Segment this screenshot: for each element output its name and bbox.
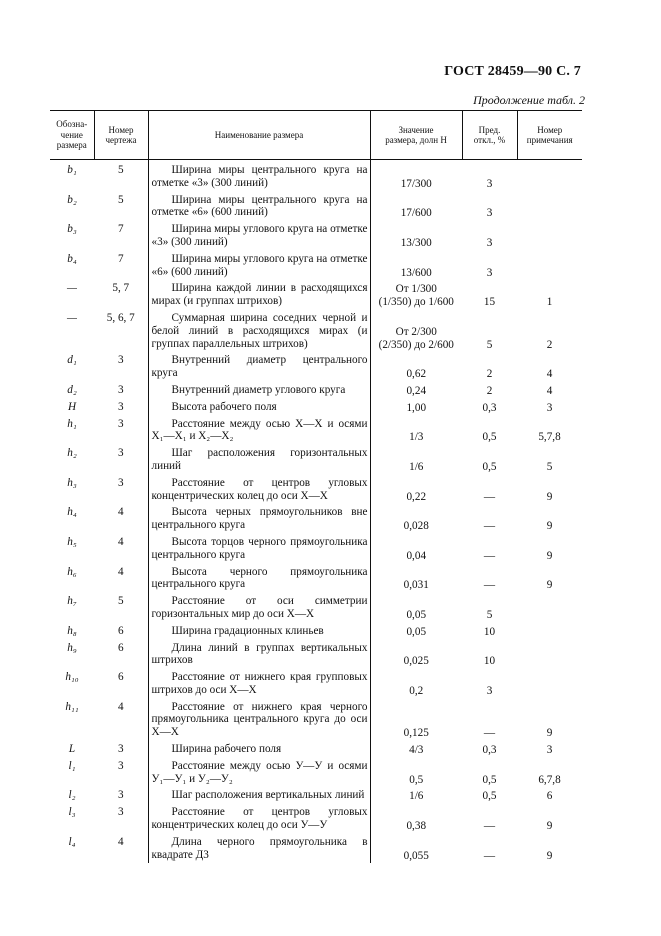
- drawing-cell: 3: [117, 400, 124, 413]
- name-cell: Высота черного прямоугольника центрального круга: [148, 564, 370, 594]
- table-row: [50, 399, 582, 416]
- symbol-cell: l₄: [68, 835, 76, 848]
- note-cell: [517, 221, 582, 251]
- column-header-name: Наименование размера: [148, 111, 370, 160]
- value-cell: 13/600: [400, 266, 432, 279]
- value-cell: 4/3: [409, 744, 424, 757]
- note-cell: [517, 251, 582, 281]
- table-row: [50, 416, 582, 446]
- name-cell: Ширина миры центрального круга на отметке «6» (600 линий): [148, 192, 370, 222]
- table-row: [50, 699, 582, 741]
- table-row: [50, 445, 582, 475]
- symbol-cell: b₂: [67, 193, 77, 206]
- drawing-cell: 3: [117, 417, 124, 430]
- value-cell: 0,025: [403, 655, 429, 668]
- drawing-cell: 3: [117, 354, 124, 367]
- table-body: [50, 160, 582, 864]
- table-row: [50, 382, 582, 399]
- name-cell: Ширина миры центрального круга на отметке «3» (300 линий): [148, 160, 370, 192]
- deviation-cell: 10: [483, 625, 496, 638]
- drawing-cell: 4: [117, 535, 124, 548]
- note-cell: [517, 640, 582, 670]
- note-cell: 6: [546, 790, 553, 803]
- drawing-cell: 5, 6, 7: [106, 311, 135, 324]
- value-cell: 0,04: [406, 549, 427, 562]
- value-cell: 0,05: [406, 608, 427, 621]
- name-cell: Высота рабочего поля: [148, 399, 370, 416]
- name-cell: Расстояние от центров угловых концентрических колец до оси У—У: [148, 804, 370, 834]
- value-cell: 0,055: [403, 849, 429, 862]
- deviation-cell: 0,5: [482, 790, 497, 803]
- deviation-cell: 0,3: [482, 744, 497, 757]
- deviation-cell: 3: [486, 207, 493, 220]
- value-cell: 0,62: [406, 368, 427, 381]
- note-cell: 4: [546, 368, 553, 381]
- table-row: [50, 352, 582, 382]
- drawing-cell: 5: [117, 193, 124, 206]
- note-cell: 9: [546, 520, 553, 533]
- drawing-cell: 5: [117, 595, 124, 608]
- table-row: [50, 160, 582, 192]
- deviation-cell: 5: [486, 608, 493, 621]
- table-row: [50, 758, 582, 788]
- note-cell: 9: [546, 579, 553, 592]
- value-cell: 0,125: [403, 727, 429, 740]
- deviation-cell: 0,3: [482, 401, 497, 414]
- table-row: [50, 787, 582, 804]
- deviation-cell: 3: [486, 266, 493, 279]
- name-cell: Ширина миры углового круга на отметке «3» (300 линий): [148, 221, 370, 251]
- note-cell: 4: [546, 384, 553, 397]
- note-cell: 9: [546, 820, 553, 833]
- value-cell: 0,24: [406, 384, 427, 397]
- document-header: ГОСТ 28459—90 С. 7: [444, 64, 581, 79]
- drawing-cell: 6: [117, 624, 124, 637]
- name-cell: Длина линий в группах вертикальных штрихов: [148, 640, 370, 670]
- table-row: [50, 280, 582, 310]
- deviation-cell: —: [483, 727, 496, 740]
- symbol-cell: l₁: [68, 759, 76, 772]
- name-cell: Ширина градационных клиньев: [148, 623, 370, 640]
- symbol-cell: h₃: [67, 476, 77, 489]
- drawing-cell: 3: [117, 383, 124, 396]
- table-row: [50, 741, 582, 758]
- name-cell: Длина черного прямоугольника в квадрате Д3: [148, 834, 370, 864]
- symbol-cell: d₂: [67, 383, 77, 396]
- name-cell: Высота торцов черного прямоугольника центрального круга: [148, 534, 370, 564]
- note-cell: 9: [546, 727, 553, 740]
- note-cell: 2: [546, 338, 553, 351]
- deviation-cell: 3: [486, 684, 493, 697]
- name-cell: Суммарная ширина соседних черной и белой линий в расходящихся мирах (и группах параллельных штрихов): [148, 310, 370, 352]
- table-header-row: [50, 111, 582, 160]
- symbol-cell: h₂: [67, 447, 77, 460]
- note-cell: 5,7,8: [538, 431, 561, 444]
- deviation-cell: 0,5: [482, 460, 497, 473]
- symbol-cell: —: [67, 282, 77, 295]
- symbol-cell: —: [67, 311, 77, 324]
- note-cell: 3: [546, 744, 553, 757]
- table-row: [50, 564, 582, 594]
- name-cell: Внутренний диаметр центрального круга: [148, 352, 370, 382]
- value-cell: 0,031: [403, 579, 429, 592]
- value-cell: 0,05: [406, 625, 427, 638]
- drawing-cell: 7: [117, 223, 124, 236]
- name-cell: Внутренний диаметр углового круга: [148, 382, 370, 399]
- deviation-cell: 15: [483, 296, 496, 309]
- name-cell: Расстояние от оси симметрии горизонтальных мир до оси X—X: [148, 593, 370, 623]
- drawing-cell: 5: [117, 164, 124, 176]
- deviation-cell: 2: [486, 384, 493, 397]
- value-cell: 17/600: [400, 207, 432, 220]
- name-cell: Расстояние от нижнего края групповых штрихов до оси X—X: [148, 669, 370, 699]
- name-cell: Шаг расположения горизонтальных линий: [148, 445, 370, 475]
- deviation-cell: 0,5: [482, 773, 497, 786]
- value-cell: 0,22: [406, 490, 427, 503]
- column-header-note: Номер примечания: [517, 111, 582, 160]
- drawing-cell: 7: [117, 252, 124, 265]
- table-row: [50, 475, 582, 505]
- table-row: [50, 834, 582, 864]
- deviation-cell: 3: [486, 236, 493, 249]
- value-cell: 17/300: [400, 177, 432, 190]
- symbol-cell: h₁₀: [65, 671, 79, 684]
- table-row: [50, 534, 582, 564]
- name-cell: Ширина рабочего поля: [148, 741, 370, 758]
- note-cell: 9: [546, 549, 553, 562]
- drawing-cell: 3: [117, 789, 124, 802]
- note-cell: 5: [546, 460, 553, 473]
- value-cell: 1/6: [409, 790, 424, 803]
- value-cell: От 1/300 (1/350) до 1/600: [378, 283, 454, 309]
- deviation-cell: —: [483, 579, 496, 592]
- table-row: [50, 192, 582, 222]
- symbol-cell: h₈: [67, 624, 77, 637]
- table-row: [50, 504, 582, 534]
- drawing-cell: 3: [117, 476, 124, 489]
- dimensions-table: [50, 110, 582, 863]
- drawing-cell: 3: [117, 447, 124, 460]
- name-cell: Шаг расположения вертикальных линий: [148, 787, 370, 804]
- symbol-cell: H: [67, 400, 77, 413]
- deviation-cell: —: [483, 820, 496, 833]
- symbol-cell: L: [68, 743, 76, 756]
- column-header-symbol: Обозна- чение размера: [50, 111, 94, 160]
- note-cell: 3: [546, 401, 553, 414]
- symbol-cell: d₁: [67, 354, 77, 367]
- symbol-cell: h₉: [67, 641, 77, 654]
- column-header-value: Значение размера, долн H: [370, 111, 462, 160]
- drawing-cell: 5, 7: [112, 282, 130, 295]
- drawing-cell: 4: [117, 700, 124, 713]
- deviation-cell: —: [483, 520, 496, 533]
- column-header-deviation: Пред. откл., %: [462, 111, 517, 160]
- name-cell: Расстояние между осью X—X и осями X₁—X₁ и X₂—X₂: [148, 416, 370, 446]
- deviation-cell: —: [483, 849, 496, 862]
- symbol-cell: h₁₁: [65, 700, 79, 713]
- value-cell: 13/300: [400, 236, 432, 249]
- note-cell: [517, 593, 582, 623]
- drawing-cell: 4: [117, 835, 124, 848]
- deviation-cell: —: [483, 490, 496, 503]
- value-cell: 0,2: [409, 684, 424, 697]
- table-row: [50, 623, 582, 640]
- deviation-cell: —: [483, 549, 496, 562]
- note-cell: 6,7,8: [538, 773, 561, 786]
- table-row: [50, 310, 582, 352]
- value-cell: 0,5: [409, 773, 424, 786]
- value-cell: От 2/300 (2/350) до 2/600: [378, 325, 454, 351]
- column-header-drawing: Номер чертежа: [94, 111, 148, 160]
- value-cell: 0,38: [406, 820, 427, 833]
- deviation-cell: 5: [486, 338, 493, 351]
- table-row: [50, 221, 582, 251]
- value-cell: 0,028: [403, 520, 429, 533]
- table-row: [50, 804, 582, 834]
- table-row: [50, 251, 582, 281]
- value-cell: 1,00: [406, 401, 427, 414]
- symbol-cell: l₂: [68, 789, 76, 802]
- name-cell: Расстояние между осью У—У и осями У₁—У₁ и У₂—У₂: [148, 758, 370, 788]
- note-cell: [517, 623, 582, 640]
- note-cell: 9: [546, 849, 553, 862]
- note-cell: [517, 160, 582, 192]
- symbol-cell: b₄: [67, 252, 77, 265]
- name-cell: Ширина миры углового круга на отметке «6» (600 линий): [148, 251, 370, 281]
- value-cell: 1/3: [409, 431, 424, 444]
- table-row: [50, 593, 582, 623]
- symbol-cell: h₄: [67, 506, 77, 519]
- continuation-label: Продолжение табл. 2: [473, 93, 585, 107]
- symbol-cell: b₃: [67, 223, 77, 236]
- table-row: [50, 669, 582, 699]
- drawing-cell: 6: [117, 641, 124, 654]
- symbol-cell: l₃: [68, 806, 76, 819]
- symbol-cell: h₁: [67, 417, 77, 430]
- deviation-cell: 2: [486, 368, 493, 381]
- deviation-cell: 10: [483, 655, 496, 668]
- table-row: [50, 640, 582, 670]
- drawing-cell: 3: [117, 759, 124, 772]
- drawing-cell: 6: [117, 671, 124, 684]
- note-cell: 9: [546, 490, 553, 503]
- name-cell: Высота черных прямоугольников вне центрального круга: [148, 504, 370, 534]
- name-cell: Расстояние от центров угловых концентрических колец до оси X—X: [148, 475, 370, 505]
- deviation-cell: 0,5: [482, 431, 497, 444]
- value-cell: 1/6: [409, 460, 424, 473]
- name-cell: Ширина каждой линии в расходящихся мирах (и группах штрихов): [148, 280, 370, 310]
- name-cell: Расстояние от нижнего края черного прямоугольника центрального круга до оси X—X: [148, 699, 370, 741]
- deviation-cell: 3: [486, 177, 493, 190]
- symbol-cell: b₁: [67, 164, 77, 176]
- symbol-cell: h₆: [67, 565, 77, 578]
- symbol-cell: h₅: [67, 535, 77, 548]
- note-cell: [517, 669, 582, 699]
- note-cell: [517, 192, 582, 222]
- drawing-cell: 4: [117, 565, 124, 578]
- drawing-cell: 3: [117, 806, 124, 819]
- drawing-cell: 4: [117, 506, 124, 519]
- symbol-cell: h₇: [67, 595, 77, 608]
- drawing-cell: 3: [117, 743, 124, 756]
- note-cell: 1: [546, 296, 553, 309]
